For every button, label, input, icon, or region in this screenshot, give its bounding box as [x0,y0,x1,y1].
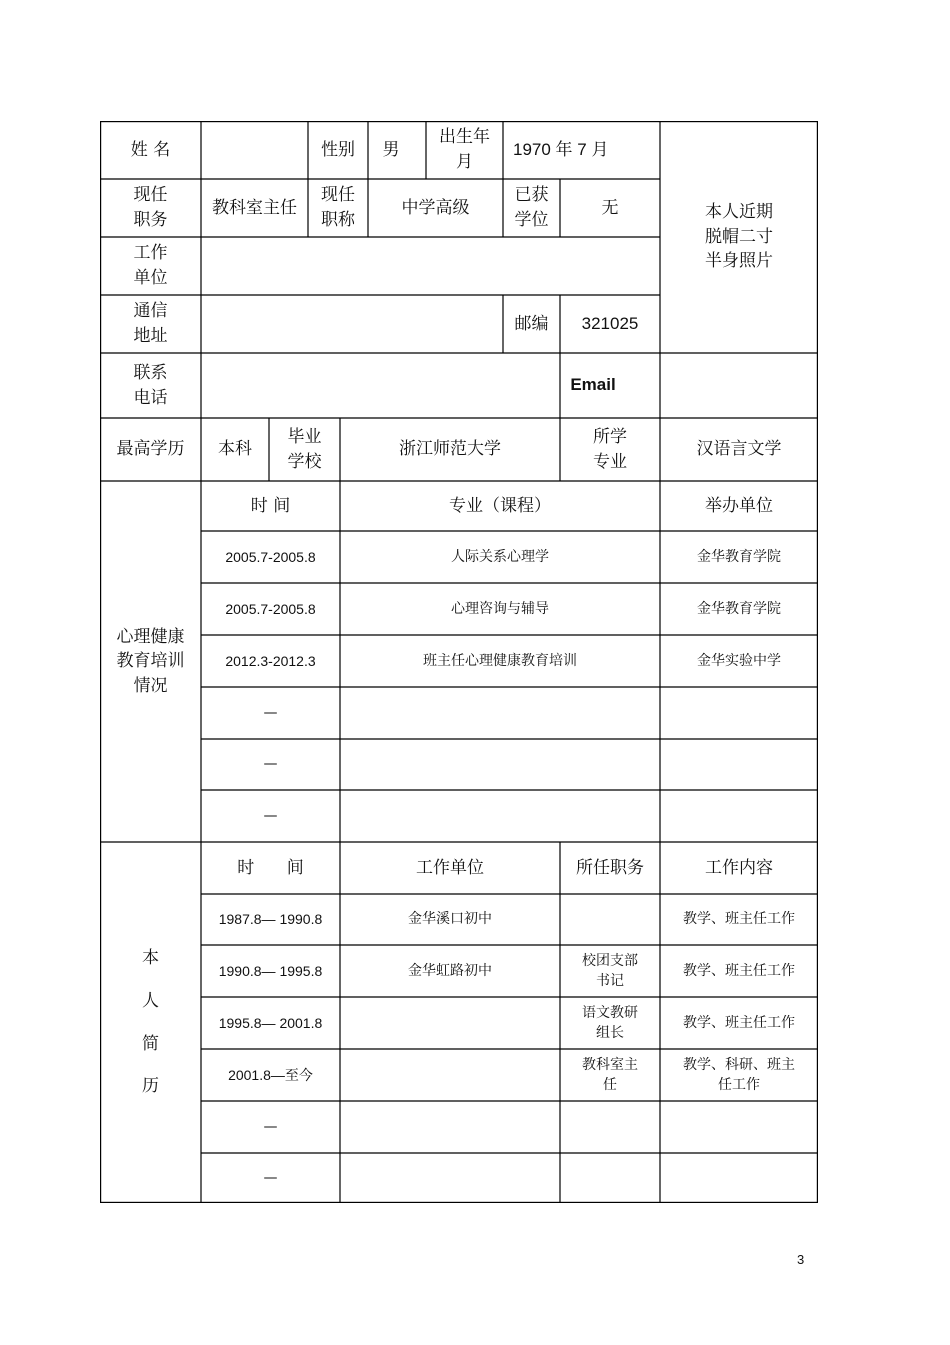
resume-row-unit[interactable]: 金华虹路初中 [408,962,492,979]
education-label: 最高学历 [116,439,185,460]
resume-section-char: 简 [142,1033,159,1054]
major-label: 所学 专业 [593,426,627,472]
training-row-org[interactable] [660,739,818,790]
birth-value[interactable]: 1970 年 7 月 [513,139,609,159]
training-header-org: 举办单位 [705,495,773,516]
resume-row-content[interactable]: 教学、班主任工作 [683,1014,795,1031]
resume-row-unit[interactable] [340,1049,560,1101]
training-row-time[interactable]: — [263,756,278,773]
resume-row-role[interactable]: 语文教研 组长 [582,1004,638,1041]
title-value[interactable]: 中学高级 [401,197,470,218]
title-label: 现任 职称 [321,185,355,230]
name-value[interactable] [201,121,308,179]
postcode-label: 邮编 [514,313,549,334]
address-label: 通信 地址 [133,301,168,346]
birth-label: 出生年 月 [439,127,490,172]
training-header-course: 专业（课程） [449,495,551,516]
work-unit-label: 工作 单位 [133,243,168,288]
resume-row-unit[interactable] [340,1101,560,1153]
position-value[interactable]: 教科室主任 [212,197,297,218]
postcode-value[interactable]: 321025 [581,313,639,333]
training-row-org[interactable]: 金华教育学院 [697,548,781,565]
resume-row-unit[interactable]: 金华溪口初中 [408,911,492,928]
phone-value[interactable] [201,353,560,418]
training-row-org[interactable]: 金华实验中学 [697,652,781,669]
degree-value[interactable]: 无 [601,197,619,218]
resume-row-role[interactable] [560,894,660,945]
phone-label: 联系 电话 [133,362,168,408]
position-label: 现任 职务 [133,185,168,230]
training-row-org[interactable] [660,790,818,842]
email-value[interactable] [660,353,818,418]
resume-row-content[interactable]: 教学、班主任工作 [683,911,795,928]
resume-section-char: 人 [142,990,159,1011]
resume-section-char: 本 [142,948,159,969]
training-row-time[interactable]: 2005.7-2005.8 [225,548,316,565]
training-row-course[interactable] [340,739,660,790]
training-row-course[interactable]: 人际关系心理学 [451,548,549,565]
resume-row-time[interactable]: 2001.8—至今 [228,1066,313,1083]
resume-row-role[interactable] [560,1153,660,1203]
training-row-time[interactable]: 2005.7-2005.8 [225,600,316,617]
page-number: 3 [797,1252,805,1267]
degree-label: 已获 学位 [514,185,549,230]
resume-row-time[interactable]: — [263,1118,278,1135]
email-label: Email [570,375,616,395]
name-label: 姓 名 [130,139,171,160]
resume-row-time[interactable]: — [263,1169,278,1186]
resume-row-content[interactable] [660,1101,818,1153]
school-value[interactable]: 浙江师范大学 [399,439,501,460]
school-label: 毕业 学校 [287,426,322,472]
resume-row-time[interactable]: 1995.8— 2001.8 [218,1014,323,1031]
resume-row-unit[interactable] [340,997,560,1049]
training-row-course[interactable]: 班主任心理健康教育培训 [423,652,577,669]
application-form-table [100,121,818,1203]
resume-header-unit: 工作单位 [416,857,484,878]
training-row-course[interactable] [340,790,660,842]
resume-row-content[interactable] [660,1153,818,1203]
resume-header-time: 时 间 [237,857,304,878]
education-value[interactable]: 本科 [218,439,252,460]
resume-header-content: 工作内容 [705,857,773,878]
resume-section-char: 历 [142,1076,159,1097]
training-row-time[interactable]: — [263,704,278,721]
resume-row-role[interactable]: 校团支部 书记 [582,952,638,989]
resume-row-role[interactable]: 教科室主 任 [582,1056,638,1093]
resume-section-label [100,842,201,1203]
work-unit-value[interactable] [201,237,660,295]
resume-header-role: 所任职务 [576,857,644,878]
training-row-course[interactable]: 心理咨询与辅导 [451,600,549,617]
address-value[interactable] [201,295,503,353]
training-section-label: 心理健康 教育培训 情况 [116,626,185,696]
training-row-time[interactable]: 2012.3-2012.3 [225,652,316,669]
resume-row-time[interactable]: 1987.8— 1990.8 [218,911,323,928]
gender-value[interactable]: 男 [382,139,400,160]
training-row-org[interactable] [660,687,818,739]
training-row-course[interactable] [340,687,660,739]
resume-row-role[interactable] [560,1101,660,1153]
major-value[interactable]: 汉语言文学 [696,439,782,460]
resume-row-content[interactable]: 教学、科研、班主 任工作 [683,1056,795,1093]
training-row-time[interactable]: — [263,807,278,824]
resume-row-unit[interactable] [340,1153,560,1203]
resume-row-content[interactable]: 教学、班主任工作 [683,962,795,979]
photo-placeholder: 本人近期 脱帽二寸 半身照片 [705,202,773,272]
training-row-org[interactable]: 金华教育学院 [697,600,781,617]
training-header-time: 时 间 [250,495,291,516]
resume-row-time[interactable]: 1990.8— 1995.8 [218,962,323,979]
gender-label: 性别 [321,139,355,160]
